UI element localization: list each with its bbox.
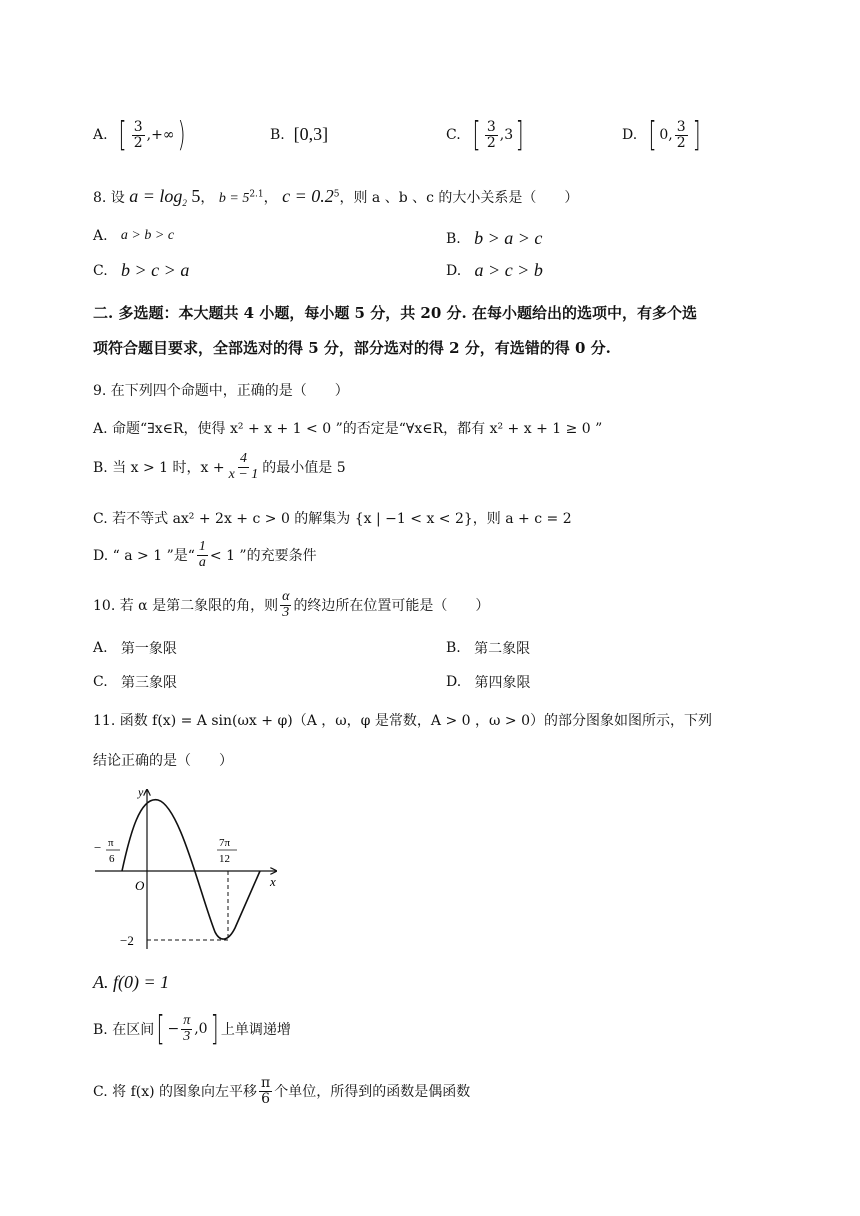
sevenpi12-num: 7π <box>219 837 231 849</box>
neg-pi6-sign: − <box>94 840 102 855</box>
q11-stem-line2: 结论正确的是（ ） <box>93 753 233 769</box>
q8-option-c[interactable]: C. b > c > a <box>93 260 190 280</box>
q8-option-a[interactable]: A. a > b > c <box>93 228 175 244</box>
section-header-line1: 二. 多选题：本大题共 4 小题，每小题 5 分，共 20 分. 在每小题给出的选项中，有多个选 <box>93 304 697 322</box>
q7-option-c[interactable]: C. [ $\frac{3}{2}$ ,3 ] <box>446 115 524 155</box>
q9-option-d[interactable]: D. “ a > 1 ”是“ $\frac{1}{a}$ < 1 ”的充要条件 <box>93 539 317 570</box>
q10-option-c[interactable]: C. 第三象限 <box>93 674 178 691</box>
q9-option-c[interactable]: C. 若不等式 ax² + 2x + c > 0 的解集为 {x | −1 < x < 2}，则 a + c = 2 <box>93 511 572 527</box>
q9-option-b[interactable]: B. 当 x > 1 时，x + $\frac{4}{x - 1}$ 的最小值是 5 <box>93 451 346 482</box>
q10-option-d[interactable]: D. 第四象限 <box>446 674 531 691</box>
neg-pi6-num: π <box>108 837 114 849</box>
fraction: $\frac{3}{2}$ <box>486 118 496 151</box>
q11-option-a[interactable]: A. f(0) = 1 <box>93 972 170 992</box>
min-label: −2 <box>120 933 134 948</box>
q9-stem: 9. 在下列四个命题中，正确的是（ ） <box>93 383 349 399</box>
q11-option-c[interactable]: C. 将 f(x) 的图象向左平移 $\frac{\pi}{6}$ 个单位，所得到的函数是偶函数 <box>93 1075 471 1107</box>
fraction: $\frac{3}{2}$ <box>676 118 686 151</box>
q9-option-a[interactable]: A. 命题“∃x∈R，使得 x² + x + 1 < 0 ”的否定是“∀x∈R，都有 x² + x + 1 ≥ 0 ” <box>93 421 603 437</box>
sine-graph <box>90 784 290 954</box>
sevenpi12-den: 12 <box>219 853 230 865</box>
neg-pi6-den: 6 <box>109 853 115 865</box>
fraction: $\frac{4}{x - 1}$ <box>228 451 259 482</box>
origin-label: O <box>135 878 145 893</box>
q7-option-b[interactable]: B. [0,3] <box>270 124 329 144</box>
sine-curve <box>122 800 260 939</box>
fraction: $\frac{1}{a}$ <box>198 539 206 570</box>
x-axis-label: x <box>270 874 276 889</box>
q8-option-d[interactable]: D. a > c > b <box>446 260 543 280</box>
q10-option-b[interactable]: B. 第二象限 <box>446 640 531 657</box>
q11-option-b[interactable]: B. 在区间 [ − $\frac{\pi}{3}$ ,0 ] 上单调递增 <box>93 1009 291 1049</box>
fraction: $\frac{\pi}{3}$ <box>183 1012 191 1044</box>
fraction: $\frac{3}{2}$ <box>133 118 143 151</box>
q7-option-d[interactable]: D. [ 0, $\frac{3}{2}$ ] <box>622 115 701 155</box>
fraction: $\frac{\alpha}{3}$ <box>282 589 290 620</box>
fraction: $\frac{\pi}{6}$ <box>261 1075 271 1107</box>
q10-option-a[interactable]: A. 第一象限 <box>93 640 177 657</box>
y-axis-label: y <box>138 785 144 799</box>
q8-stem: 8. 设 $a = \log_2 5$， $b = 5^{2.1}$， $c = 0.2^5$，则 a 、b 、c 的大小关系是（ ） <box>93 186 579 208</box>
q11-stem-line1: 11. 函数 f(x) = A sin(ωx + φ)（A ，ω，φ 是常数，A > 0 ，ω > 0）的部分图象如图所示，下列 <box>93 713 712 729</box>
section-header-line2: 项符合题目要求，全部选对的得 5 分，部分选对的得 2 分，有选错的得 0 分. <box>93 339 611 357</box>
q10-stem: 10. 若 α 是第二象限的角，则 $\frac{\alpha}{3}$ 的终边所在位置可能是（ ） <box>93 589 490 620</box>
q8-option-b[interactable]: B. b > a > c <box>446 228 543 248</box>
q7-option-a[interactable]: A. [ $\frac{3}{2}$ ,+∞ ) <box>93 115 186 155</box>
